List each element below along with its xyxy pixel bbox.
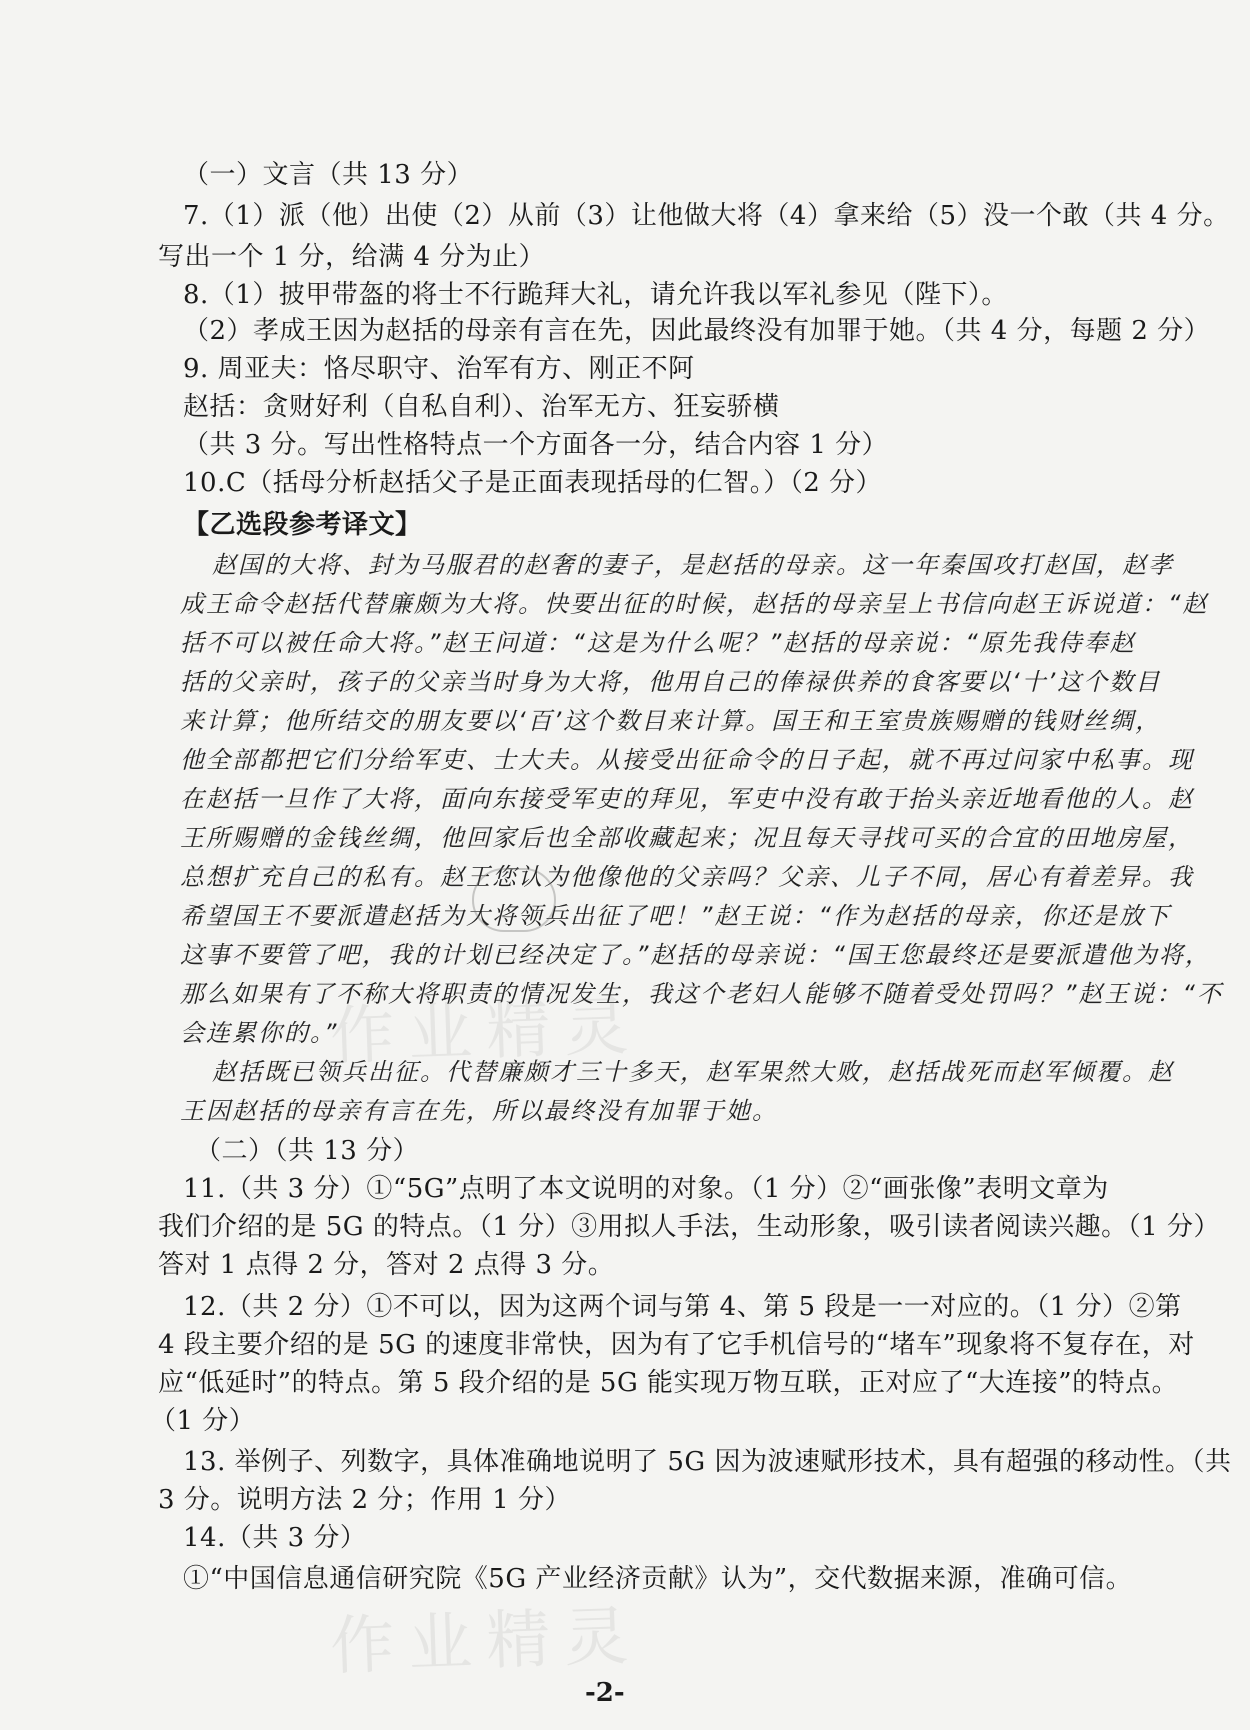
answer-8-1: 8.（1）披甲带盔的将士不行跪拜大礼，请允许我以军礼参见（陛下）。 <box>183 280 1008 310</box>
watermark: 作业精灵 <box>329 989 644 1075</box>
translation-line: 王所赐赠的金钱丝绸，他回家后也全部收藏起来；况且每天寻找可买的合宜的田地房屋， <box>180 824 1194 852</box>
translation-line: 总想扩充自己的私有。赵王您认为他像他的父亲吗？父亲、儿子不同，居心有着差异。我 <box>180 863 1194 891</box>
answer-11-cont: 我们介绍的是 5G 的特点。（1 分）③用拟人手法，生动形象，吸引读者阅读兴趣。（1 分） <box>158 1212 1220 1242</box>
answer-13: 13. 举例子、列数字，具体准确地说明了 5G 因为波速赋形技术，具有超强的移动性。（共 <box>183 1447 1232 1477</box>
translation-line: 赵括既已领兵出征。代替廉颇才三十多天，赵军果然大败，赵括战死而赵军倾覆。赵 <box>212 1058 1174 1086</box>
translation-line: 赵国的大将、封为马服君的赵奢的妻子，是赵括的母亲。这一年秦国攻打赵国，赵孝 <box>212 551 1174 579</box>
answer-11-score: 答对 1 点得 2 分，答对 2 点得 3 分。 <box>158 1250 615 1280</box>
answer-9-score: （共 3 分。写出性格特点一个方面各一分，结合内容 1 分） <box>183 430 889 460</box>
stamp-mark <box>472 868 556 932</box>
translation-line: 王因赵括的母亲有言在先，所以最终没有加罪于她。 <box>180 1097 778 1125</box>
answer-12-score: （1 分） <box>150 1406 256 1436</box>
page-number: -2- <box>585 1678 625 1708</box>
translation-line: 成王命令赵括代替廉颇为大将。快要出征的时候，赵括的母亲呈上书信向赵王诉说道：“赵 <box>180 590 1209 618</box>
answer-9-zhou: 9. 周亚夫：恪尽职守、治军有方、刚正不阿 <box>183 354 695 384</box>
translation-line: 会连累你的。” <box>180 1019 339 1047</box>
translation-line: 他全部都把它们分给军吏、士大夫。从接受出征命令的日子起，就不再过问家中私事。现 <box>180 746 1194 774</box>
section-heading-modern: （二）（共 13 分） <box>195 1136 420 1166</box>
answer-12-cont: 4 段主要介绍的是 5G 的速度非常快，因为有了它手机信号的“堵车”现象将不复存在，对 <box>158 1330 1195 1360</box>
translation-line: 括不可以被任命大将。”赵王问道：“这是为什么呢？”赵括的母亲说：“原先我侍奉赵 <box>180 629 1136 657</box>
answer-14-1: ①“中国信息通信研究院《5G 产业经济贡献》认为”，交代数据来源，准确可信。 <box>183 1564 1133 1594</box>
answer-7-cont: 写出一个 1 分，给满 4 分为止） <box>158 242 546 272</box>
answer-12: 12.（共 2 分）①不可以，因为这两个词与第 4、第 5 段是一一对应的。（1 分）②第 <box>183 1292 1182 1322</box>
translation-line: 那么如果有了不称大将职责的情况发生，我这个老妇人能够不随着受处罚吗？”赵王说：“不 <box>180 980 1223 1008</box>
answer-11: 11.（共 3 分）①“5G”点明了本文说明的对象。（1 分）②“画张像”表明文章为 <box>183 1174 1109 1204</box>
translation-heading: 【乙选段参考译文】 <box>183 510 422 540</box>
answer-8-2: （2）孝成王因为赵括的母亲有言在先，因此最终没有加罪于她。（共 4 分，每题 2 分） <box>183 316 1211 346</box>
answer-9-zhao: 赵括：贪财好利（自私自利）、治军无方、狂妄骄横 <box>183 392 780 422</box>
answer-14: 14.（共 3 分） <box>183 1523 367 1553</box>
translation-line: 希望国王不要派遣赵括为大将领兵出征了吧！”赵王说：“作为赵括的母亲，你还是放下 <box>180 902 1171 930</box>
translation-line: 这事不要管了吧，我的计划已经决定了。”赵括的母亲说：“国王您最终还是要派遣他为将， <box>180 941 1211 969</box>
translation-line: 在赵括一旦作了大将，面向东接受军吏的拜见，军吏中没有敢于抬头亲近地看他的人。赵 <box>180 785 1194 813</box>
translation-line: 来计算；他所结交的朋友要以‘百’这个数目来计算。国王和王室贵族赐赠的钱财丝绸， <box>180 707 1162 735</box>
section-heading-classical: （一）文言（共 13 分） <box>183 160 474 190</box>
watermark: 作业精灵 <box>329 1599 644 1685</box>
translation-line: 括的父亲时，孩子的父亲当时身为大将，他用自己的俸禄供养的食客要以‘十’这个数目 <box>180 668 1162 696</box>
answer-10: 10.C（括母分析赵括父子是正面表现括母的仁智。）（2 分） <box>183 468 883 498</box>
answer-13-cont: 3 分。说明方法 2 分；作用 1 分） <box>158 1485 571 1515</box>
answer-7: 7.（1）派（他）出使（2）从前（3）让他做大将（4）拿来给（5）没一个敢（共 4 分。 <box>183 201 1230 231</box>
answer-12-cont: 应“低延时”的特点。第 5 段介绍的是 5G 能实现万物互联，正对应了“大连接”的特点。 <box>158 1368 1179 1398</box>
